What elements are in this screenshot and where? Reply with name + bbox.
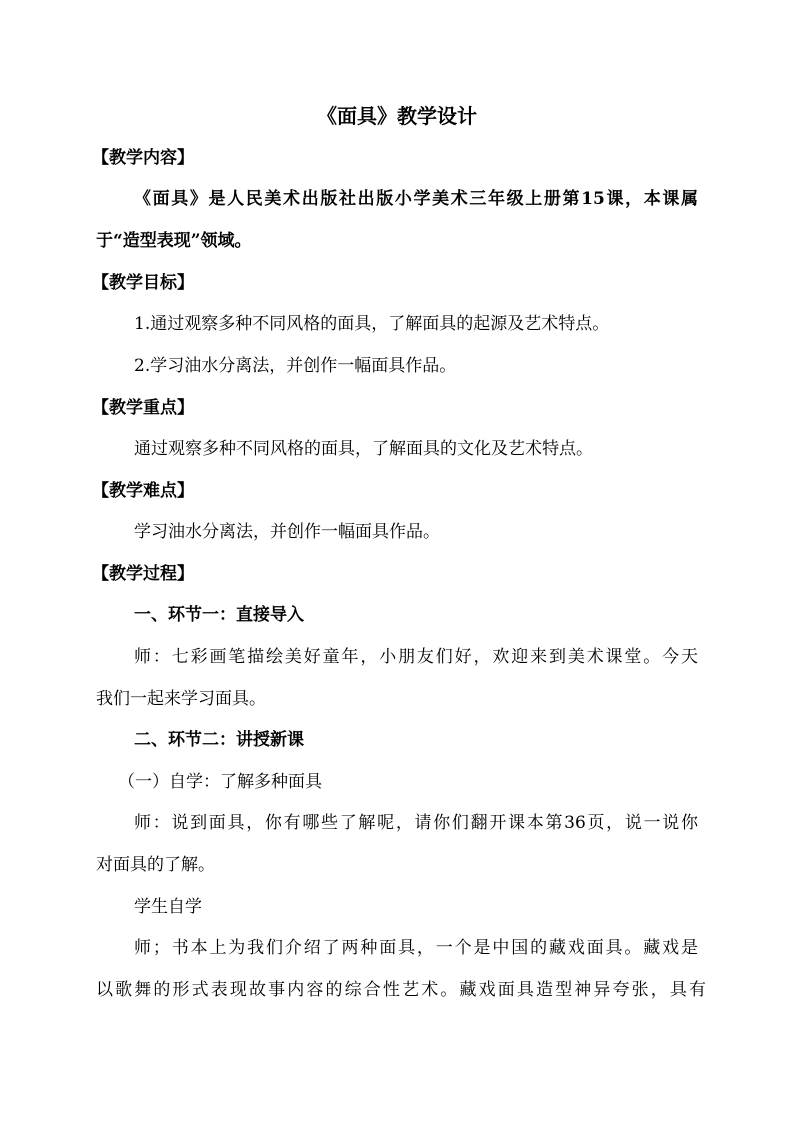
process-step-1-heading: 一、环节一：直接导入 xyxy=(134,605,304,625)
goal-item-2: 2.学习油水分离法，并创作一幅面具作品。 xyxy=(134,356,457,376)
goal-item-1: 1.通过观察多种不同风格的面具，了解面具的起源及艺术特点。 xyxy=(134,314,610,334)
sub1-student-note: 学生自学 xyxy=(134,897,202,917)
section-heading-goals: 【教学目标】 xyxy=(92,273,194,293)
difficulties-text: 学习油水分离法，并创作一幅面具作品。 xyxy=(134,522,440,542)
page-title: 《面具》教学设计 xyxy=(317,104,477,128)
step1-paragraph-line-2: 我们一起来学习面具。 xyxy=(96,689,266,709)
sub1-paragraph-line-3: 师；书本上为我们介绍了两种面具，一个是中国的藏戏面具。藏戏是 xyxy=(134,938,698,958)
content-paragraph-line-1: 《面具》是人民美术出版社出版小学美术三年级上册第15课，本课属 xyxy=(134,189,698,209)
key-points-text: 通过观察多种不同风格的面具，了解面具的文化及艺术特点。 xyxy=(134,439,593,459)
sub1-paragraph-line-4: 以歌舞的形式表现故事内容的综合性艺术。藏戏面具造型神异夸张，具有 xyxy=(96,980,706,1000)
section-heading-difficulties: 【教学难点】 xyxy=(92,481,194,501)
content-paragraph-line-2: 于“造型表现”领域。 xyxy=(96,231,252,251)
step1-paragraph-line-1: 师：七彩画笔描绘美好童年，小朋友们好，欢迎来到美术课堂。今天 xyxy=(134,647,698,667)
process-step-2-heading: 二、环节二：讲授新课 xyxy=(134,730,304,750)
section-heading-process: 【教学过程】 xyxy=(92,564,194,584)
section-heading-content: 【教学内容】 xyxy=(92,148,194,168)
sub1-paragraph-line-2: 对面具的了解。 xyxy=(96,855,215,875)
subsection-1-heading: （一）自学：了解多种面具 xyxy=(118,772,322,792)
section-heading-key-points: 【教学重点】 xyxy=(92,398,194,418)
sub1-paragraph-line-1: 师：说到面具，你有哪些了解呢，请你们翻开课本第36页，说一说你 xyxy=(134,813,698,833)
